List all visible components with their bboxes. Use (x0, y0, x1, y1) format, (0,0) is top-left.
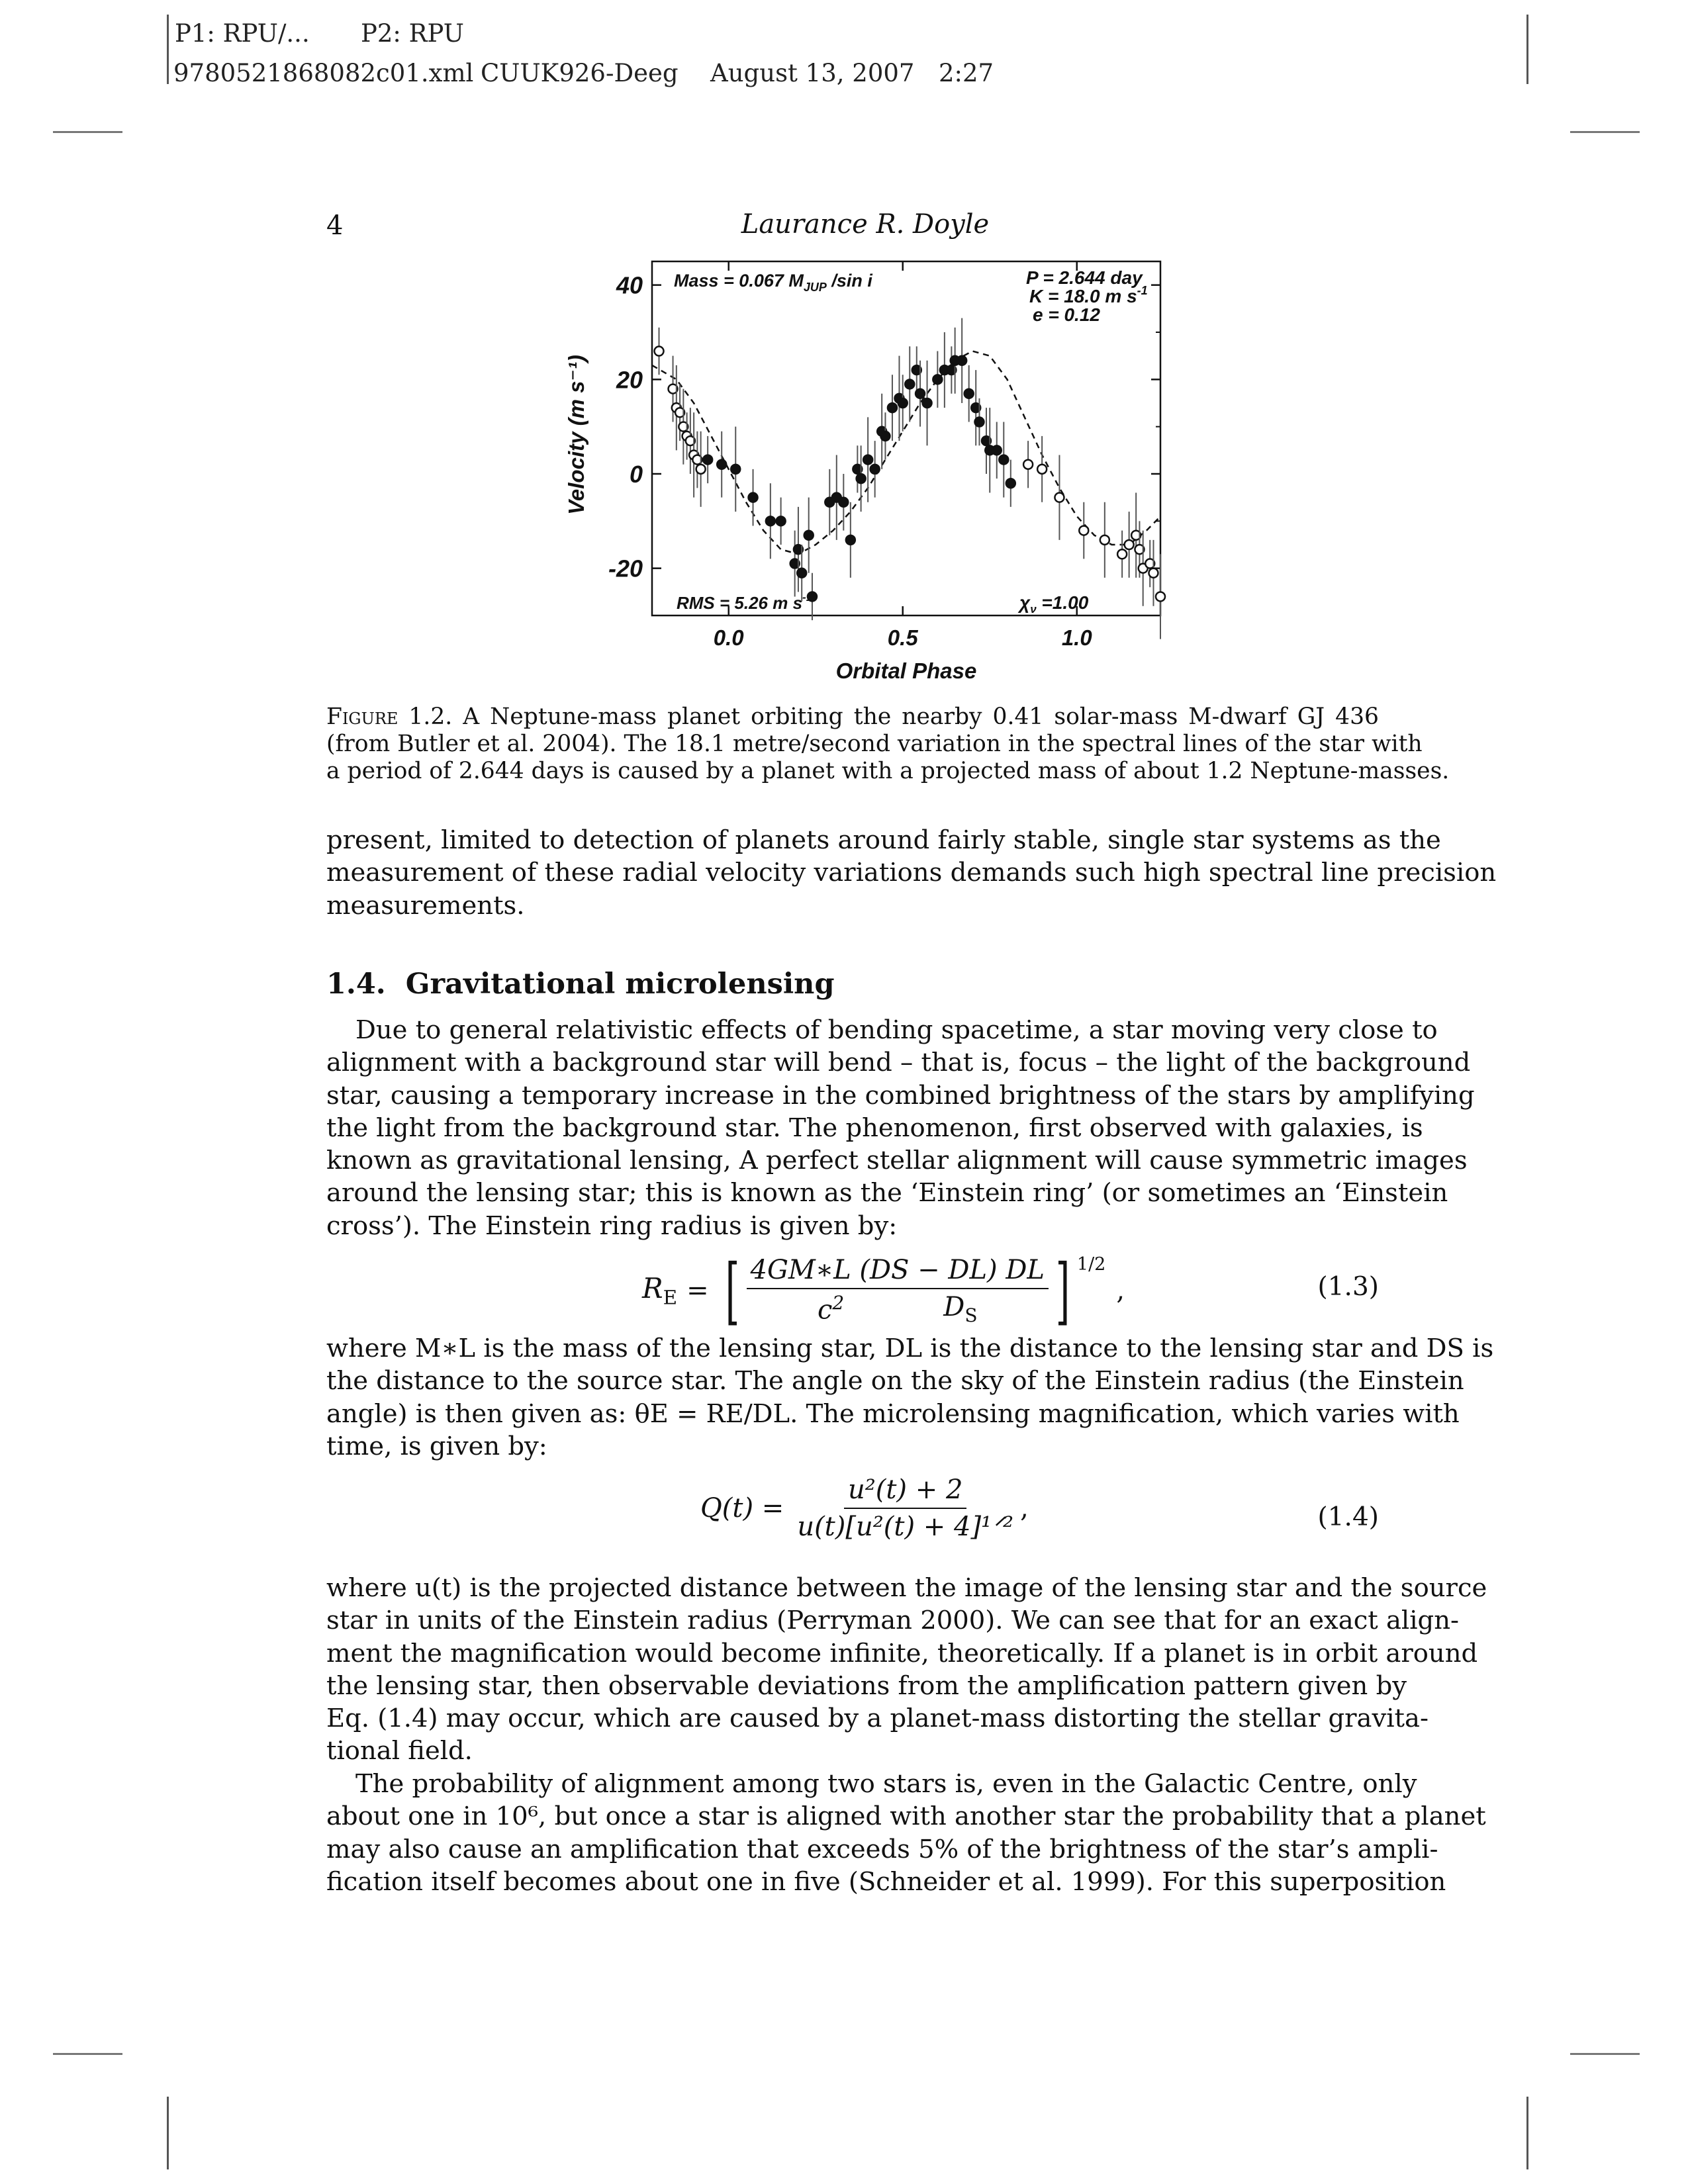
eq13-den-left-sup: 2 (832, 1292, 845, 1314)
mass-tail: /sin i (826, 271, 872, 291)
eq14-numerator: u²(t) + 2 (844, 1475, 966, 1509)
text-line: where u(t) is the projected distance between the image of the lensing star and the source (326, 1573, 1487, 1603)
eq13-den-left (818, 1292, 844, 1326)
equation-1-3 (642, 1248, 1125, 1333)
text-line: where M∗L is the mass of the lensing star, DL is the distance to the lensing star and DS is (326, 1334, 1494, 1363)
text-line: may also cause an amplification that exceeds 5% of the brightness of the star’s ampli- (326, 1834, 1438, 1864)
eq13-denominator (814, 1289, 982, 1326)
mass-sub: JUP (803, 281, 827, 294)
eq13-den-right-sub: S (964, 1304, 978, 1326)
data-point-filled (880, 432, 890, 441)
eq13-equals: = (686, 1275, 709, 1306)
running-head-author (0, 209, 1688, 240)
figure-caption (326, 704, 1450, 785)
data-point-open (1149, 569, 1158, 578)
slug-time: 2:27 (939, 59, 994, 87)
data-point-filled (731, 465, 740, 474)
data-point-filled (776, 516, 786, 525)
eq13-lhs-sub: E (663, 1286, 678, 1309)
text-line: present, limited to detection of planets around fairly stable, single star systems as the (326, 825, 1441, 855)
crop-mark-top-left (167, 15, 169, 84)
author-name: Laurance R. Doyle (741, 209, 990, 240)
chi-val: =1.00 (1036, 592, 1089, 613)
data-point-filled (797, 569, 806, 578)
text-line: tional field. (326, 1736, 473, 1766)
figure-label: Figure 1.2. (326, 704, 453, 730)
annotation-period: P = 2.644 day (1026, 267, 1143, 288)
eq13-lhs-symbol: R (642, 1272, 663, 1305)
x-tick-label: 0.0 (713, 625, 744, 650)
x-axis-label: Orbital Phase (835, 659, 977, 683)
eq13-numerator: 4GM∗L (DS − DL) DL (747, 1255, 1049, 1289)
text-line: alignment with a background star will bend – that is, focus – the light of the background (326, 1048, 1471, 1078)
caption-line-1 (326, 704, 1379, 731)
eq14-denominator: u(t)[u²(t) + 4]¹ᐟ² (797, 1512, 1014, 1542)
slug-p2: P2: RPU (361, 19, 464, 48)
k-text: K = 18.0 m s (1029, 286, 1137, 306)
eq13-den-left-base: c (818, 1295, 833, 1326)
page-number: 4 (326, 210, 344, 241)
annotation-rms (677, 591, 812, 613)
trim-mark-left-bottom (53, 2053, 122, 2055)
data-point-open (1117, 549, 1127, 559)
rms-sup: -1 (802, 591, 813, 604)
text-line: The probability of alignment among two stars is, even in the Galactic Centre, only (355, 1769, 1417, 1799)
text-line: measurements. (326, 890, 525, 921)
data-point-open (1055, 493, 1064, 502)
text-line: the light from the background star. The phenomenon, first observed with galaxies, is (326, 1113, 1423, 1143)
data-point-filled (915, 389, 925, 398)
data-point-filled (999, 455, 1008, 465)
slug-file: 9780521868082c01.xml (173, 59, 474, 87)
paragraph-3 (326, 1572, 1487, 1768)
annotation-k (1029, 284, 1148, 306)
data-point-open (1079, 526, 1088, 535)
data-point-filled (974, 418, 984, 427)
slug-date: August 13, 2007 (710, 59, 915, 87)
data-point-open (1100, 535, 1109, 545)
trim-mark-right-top (1570, 131, 1640, 133)
caption-text-1: A Neptune-mass planet orbiting the nearby 0.41 solar-mass M-dwarf GJ 436 (452, 704, 1379, 730)
eq13-den-right (943, 1292, 977, 1326)
text-line: star in units of the Einstein radius (Perryman 2000). We can see that for an exact align- (326, 1606, 1459, 1636)
text-line: Eq. (1.4) may occur, which are caused by a planet-mass distorting the stellar gravita- (326, 1704, 1429, 1734)
text-line: cross’). The Einstein ring radius is given by: (326, 1210, 898, 1241)
y-tick-label: -20 (608, 555, 643, 582)
eq13-den-right-base: D (943, 1292, 965, 1322)
text-line: time, is given by: (326, 1431, 547, 1461)
eq13-right-bracket: ] (1055, 1248, 1070, 1333)
annotation-chi (1017, 592, 1089, 615)
text-line: fication itself becomes about one in five (Schneider et al. 1999). For this superposition (326, 1866, 1446, 1897)
eq13-exponent: 1/2 (1076, 1254, 1106, 1275)
eq13-left-bracket: [ (725, 1248, 739, 1333)
data-point-filled (846, 535, 855, 545)
eq14-comma: , (1020, 1493, 1029, 1524)
eq14-fraction (793, 1475, 1017, 1542)
annotation-mass (674, 271, 872, 294)
paragraph-1 (326, 1014, 1475, 1242)
y-axis-label: Velocity (m s⁻¹) (564, 355, 588, 515)
crop-mark-top-right (1526, 15, 1528, 84)
data-point-filled (964, 389, 974, 398)
text-line: about one in 10⁶, but once a star is aligned with another star the probability that a planet (326, 1801, 1486, 1832)
slug-p1: P1: RPU/... (175, 19, 310, 48)
data-point-filled (766, 516, 775, 525)
section-title: Gravitational microlensing (405, 968, 835, 1001)
data-point-open (1037, 465, 1047, 474)
data-point-filled (863, 455, 872, 465)
crop-mark-bottom-right (1526, 2097, 1528, 2169)
data-point-filled (717, 460, 726, 469)
data-point-filled (1006, 478, 1015, 488)
x-tick-label: 0.5 (887, 625, 918, 650)
crop-mark-bottom-left (167, 2097, 169, 2169)
eq13-fraction (747, 1255, 1049, 1326)
text-line: around the lensing star; this is known as the ‘Einstein ring’ (or sometimes an ‘Einstein (326, 1178, 1448, 1208)
y-tick-label: 0 (629, 461, 643, 488)
mass-text: Mass = 0.067 M (674, 271, 804, 291)
data-point-open (655, 347, 664, 356)
text-line: Due to general relativistic effects of bending spacetime, a star moving very close to (355, 1015, 1438, 1045)
data-point-filled (957, 356, 966, 365)
data-point-open (1125, 540, 1134, 549)
text-line: angle) is then given as: θE = RE/DL. The microlensing magnification, which varies with (326, 1398, 1460, 1429)
section-heading (326, 968, 835, 1001)
text-line: known as gravitational lensing, A perfect stellar alignment will cause symmetric images (326, 1146, 1468, 1176)
y-tick-label: 40 (616, 271, 643, 299)
equation-number-1-4: (1.4) (1317, 1502, 1379, 1532)
paragraph-2 (326, 1332, 1494, 1463)
data-point-filled (905, 379, 914, 388)
data-point-open (1156, 592, 1165, 601)
data-point-filled (804, 531, 814, 540)
data-point-filled (898, 398, 908, 408)
equation-number-1-3: (1.3) (1317, 1272, 1379, 1302)
chart-svg (543, 255, 1172, 692)
trim-mark-right-bottom (1570, 2053, 1640, 2055)
data-point-filled (888, 403, 897, 412)
eq13-lhs (642, 1272, 677, 1308)
data-point-filled (923, 398, 932, 408)
slug-code: CUUK926-Deeg (481, 59, 679, 87)
caption-line-3: a period of 2.644 days is caused by a planet with a projected mass of about 1.2 Neptune-masses. (326, 758, 1450, 784)
data-point-filled (749, 493, 758, 502)
data-point-filled (933, 375, 942, 384)
data-point-filled (870, 465, 880, 474)
x-tick-label: 1.0 (1061, 625, 1092, 650)
y-tick-label: 20 (616, 366, 643, 394)
text-line: the distance to the source star. The angle on the sky of the Einstein radius (the Einstein (326, 1366, 1464, 1396)
radial-velocity-chart (543, 255, 1172, 692)
data-point-filled (703, 455, 712, 465)
data-point-filled (992, 445, 1002, 455)
paragraph-4 (326, 1768, 1486, 1898)
data-point-open (1023, 460, 1033, 469)
caption-line-2: (from Butler et al. 2004). The 18.1 metre/second variation in the spectral lines of the star with (326, 731, 1423, 757)
trim-mark-left-top (53, 131, 122, 133)
text-line: ment the magnification would become infinite, theoretically. If a planet is in orbit around (326, 1638, 1478, 1668)
text-line: measurement of these radial velocity variations demands such high spectral line precision (326, 858, 1497, 888)
paragraph-continued (326, 824, 1497, 922)
data-point-open (696, 465, 706, 474)
annotation-e: e = 0.12 (1033, 304, 1100, 325)
eq13-comma: , (1116, 1275, 1125, 1306)
rms-text: RMS = 5.26 m s (677, 593, 803, 613)
equation-1-4 (700, 1475, 1029, 1542)
data-point-filled (839, 498, 848, 507)
text-line: star, causing a temporary increase in the combined brightness of the stars by amplifying (326, 1080, 1475, 1111)
chi-symbol: χ (1019, 592, 1031, 613)
text-line: the lensing star, then observable deviations from the amplification pattern given by (326, 1670, 1407, 1701)
section-number: 1.4. (326, 968, 386, 1001)
eq14-lhs: Q(t) = (700, 1493, 784, 1524)
k-sup: -1 (1137, 284, 1148, 297)
chi-sub: ν (1030, 603, 1037, 615)
data-point-filled (857, 474, 866, 483)
